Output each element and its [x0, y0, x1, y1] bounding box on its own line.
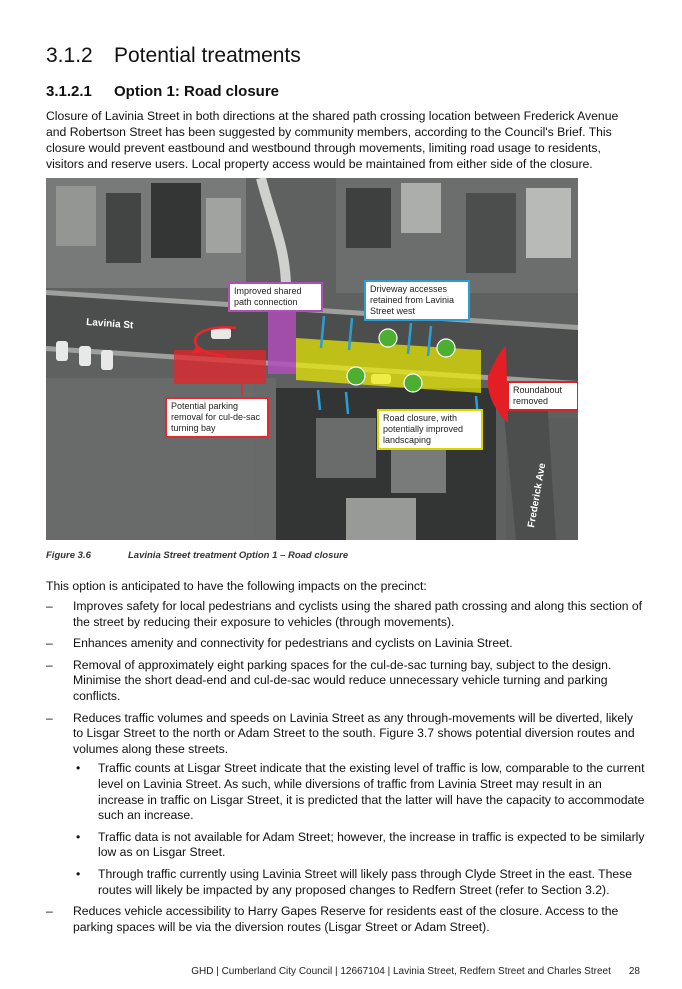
list-item: – Enhances amenity and connectivity for pedestrians and cyclists on Lavinia Street.	[46, 636, 513, 651]
roundabout-callout: Roundabout removed	[507, 381, 578, 411]
sub-list-item: • Traffic data is not available for Adam Street; however, the increase in traffic is expected to be similarly low as on Lisgar Street.	[76, 829, 645, 860]
list-item: – Reduces traffic volumes and speeds on Lavinia Street as any through-movements will be diverted, likely to Lisgar Street to the north or Adam Street to the south. Figure 3.7 shows potential diversion routes and volumes along these streets.	[46, 710, 635, 756]
subsection-title: Option 1: Road closure	[114, 83, 280, 100]
closure-callout: Road closure, with potentially improved landscaping	[377, 409, 483, 450]
section-title: Potential treatments	[114, 44, 301, 67]
list-item: – Improves safety for local pedestrians and cyclists using the shared path crossing and along this section of the street by reducing their exposure to vehicles (through movements).	[46, 599, 643, 629]
impacts-intro: This option is anticipated to have the following impacts on the precinct:	[46, 579, 427, 593]
section-number: 3.1.2	[46, 44, 93, 67]
list-item: – Reduces vehicle accessibility to Harry Gapes Reserve for residents east of the closure. Access to the parking spaces will be via the diversion routes (Lisgar Street or Adam Street).	[46, 904, 619, 934]
page-number: 28	[628, 966, 640, 977]
figure-caption-text: Lavinia Street treatment Option 1 – Road closure	[128, 550, 349, 561]
shared-path-callout: Improved shared path connection	[228, 282, 323, 312]
intro-paragraph: Closure of Lavinia Street in both directions at the shared path crossing location between Frederick Avenue and Robertson Street has been suggested by community members, according to the Council's Brief. This closure would prevent eastbound and westbound through movements, limiting road usage to residents, visitors and reserve users. Local property access would be maintained from either side of the closure.	[46, 109, 619, 171]
parking-callout: Potential parking removal for cul-de-sac turning bay	[165, 397, 269, 438]
aerial-map	[46, 178, 578, 540]
driveway-callout: Driveway accesses retained from Lavinia Street west	[364, 280, 470, 321]
page-footer	[191, 966, 640, 977]
section-heading	[46, 44, 301, 68]
list-item: – Removal of approximately eight parking spaces for the cul-de-sac turning bay, subject to the design. Minimise the short dead-end and cul-de-sac would reduce unnecessary vehicle turning and parking conflicts.	[46, 657, 612, 703]
figure-caption	[46, 550, 348, 561]
sub-list-item: • Through traffic currently using Lavinia Street will likely pass through Clyde Street in the east. These routes will likely be impacted by any proposed changes to Redfern Street (refer to Section 3.2).	[76, 866, 633, 897]
sub-list-item: • Traffic counts at Lisgar Street indicate that the existing level of traffic is low, comparable to the current level on Lavinia Street. As such, while diversions of traffic from Lavinia Street may result in an increase in traffic on Lisgar Street, it is predicted that the latter will have the capacity to accommodate such an increase.	[76, 761, 645, 823]
subsection-heading	[46, 83, 279, 100]
footer-text: GHD | Cumberland City Council | 12667104 | Lavinia Street, Redfern Street and Charles Street	[191, 966, 611, 977]
frederick-ave-label: Frederick Ave	[526, 462, 549, 529]
figure-number: Figure 3.6	[46, 550, 91, 561]
shared-path-zone	[268, 304, 296, 374]
impacts-list	[46, 599, 646, 941]
lavinia-street-label: Lavinia St	[85, 317, 134, 332]
aerial-figure	[46, 178, 578, 540]
subsection-number: 3.1.2.1	[46, 83, 92, 100]
